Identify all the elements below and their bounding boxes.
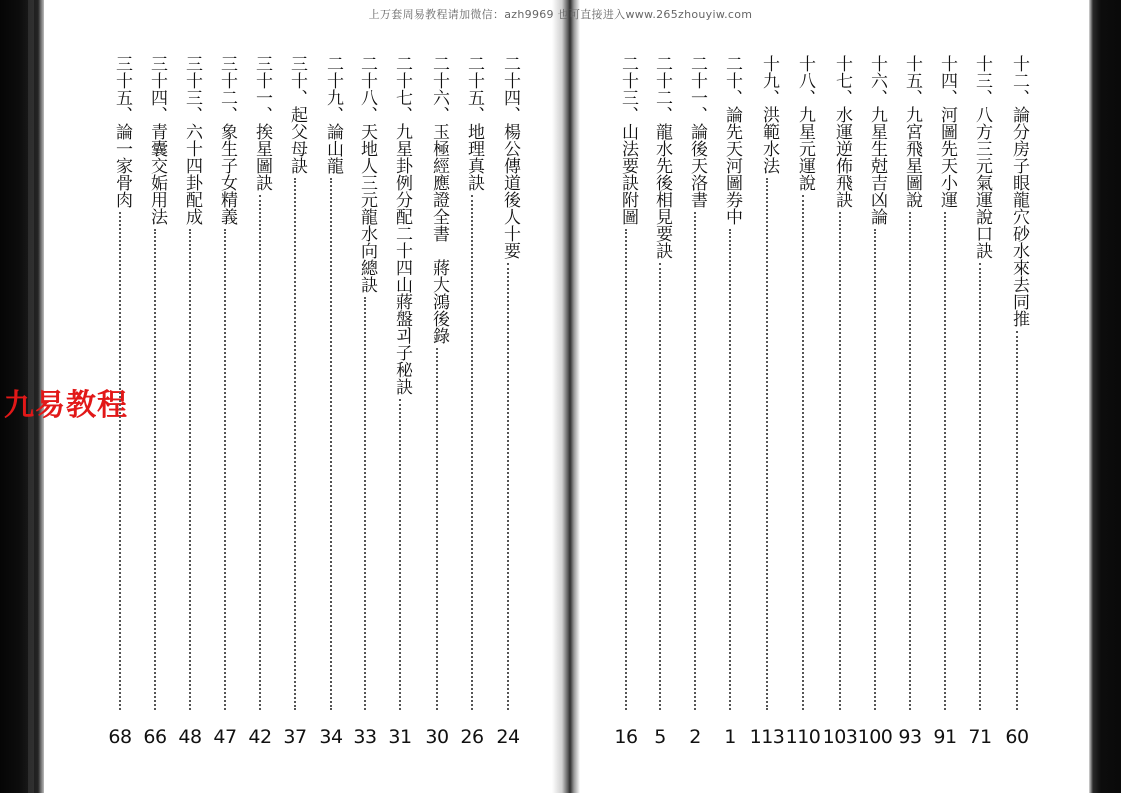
toc-entry-title: 二十七、九星卦例分配二十四山蔣盤괴子秘訣 <box>392 55 412 395</box>
dotted-leader <box>259 195 261 710</box>
toc-page-number: 31 <box>388 726 412 748</box>
toc-page-number: 1 <box>724 726 736 748</box>
toc-page-number: 113 <box>749 726 785 748</box>
dotted-leader <box>909 212 911 710</box>
toc-entry-title: 三十一、挨星圖訣 <box>252 55 272 191</box>
toc-page-number: 33 <box>353 726 377 748</box>
toc-page-number: 60 <box>1005 726 1029 748</box>
dotted-leader <box>119 212 121 710</box>
book-gutter <box>552 0 580 793</box>
toc-entry-title: 二十二、龍水先後相見要訣 <box>652 55 672 259</box>
dotted-leader <box>659 263 661 710</box>
toc-entry-title: 二十八、天地人三元龍水向總訣 <box>357 55 377 293</box>
dotted-leader <box>224 229 226 710</box>
toc-entry-23 <box>614 55 638 225</box>
dotted-leader <box>189 229 191 710</box>
toc-entry-12 <box>1005 55 1029 327</box>
toc-entry-17 <box>828 55 852 208</box>
toc-page-number: 110 <box>785 726 821 748</box>
toc-page-number: 100 <box>857 726 893 748</box>
toc-page-number: 34 <box>319 726 343 748</box>
toc-entry-22 <box>648 55 672 259</box>
toc-entry-title: 三十三、六十四卦配成 <box>182 55 202 225</box>
dotted-leader <box>694 212 696 710</box>
toc-entry-title: 十四、河圖先天小運 <box>937 55 957 208</box>
toc-entry-24 <box>496 55 520 259</box>
toc-entry-13 <box>968 55 992 259</box>
toc-entry-26 <box>425 55 449 344</box>
toc-page-number: 2 <box>689 726 701 748</box>
toc-page-number: 47 <box>213 726 237 748</box>
toc-page-number: 103 <box>822 726 858 748</box>
dotted-leader <box>330 178 332 710</box>
toc-entry-15 <box>898 55 922 208</box>
toc-page-number: 37 <box>283 726 307 748</box>
toc-entry-16 <box>863 55 887 225</box>
toc-page-number: 16 <box>614 726 638 748</box>
dotted-leader <box>874 229 876 710</box>
toc-entry-title: 十五、九宮飛星圖說 <box>902 55 922 208</box>
watermark-logo: 九易教程 <box>4 388 128 423</box>
toc-page-number: 93 <box>898 726 922 748</box>
toc-page-number: 24 <box>496 726 520 748</box>
toc-entry-28 <box>353 55 377 293</box>
toc-page-number: 91 <box>933 726 957 748</box>
toc-page-number: 66 <box>143 726 167 748</box>
toc-page-number: 26 <box>460 726 484 748</box>
toc-page-number: 5 <box>654 726 666 748</box>
toc-entry-34 <box>143 55 167 225</box>
toc-entry-title: 三十四、青囊交姤用法 <box>147 55 167 225</box>
toc-entry-title: 十九、洪範水法 <box>759 55 779 174</box>
toc-page-number: 71 <box>968 726 992 748</box>
toc-entry-25 <box>460 55 484 191</box>
toc-entry-title: 十七、水運逆佈飛訣 <box>832 55 852 208</box>
toc-entry-title: 三十、起父母訣 <box>287 55 307 174</box>
toc-entry-title: 二十五、地理真訣 <box>464 55 484 191</box>
toc-entry-21 <box>683 55 707 208</box>
dotted-leader <box>154 229 156 710</box>
toc-page-number: 48 <box>178 726 202 748</box>
dotted-leader <box>436 348 438 710</box>
dotted-leader <box>364 297 366 710</box>
toc-page-number: 42 <box>248 726 272 748</box>
toc-entry-title: 二十四、楊公傳道後人十要 <box>500 55 520 259</box>
dotted-leader <box>729 229 731 710</box>
toc-entry-title: 二十六、玉極經應證全書 蔣大鴻後錄 <box>429 55 449 344</box>
dotted-leader <box>802 195 804 710</box>
dotted-leader <box>294 178 296 710</box>
toc-entry-title: 二十一、論後天洛書 <box>687 55 707 208</box>
dotted-leader <box>766 178 768 710</box>
toc-entry-title: 二十、論先天河圖券中 <box>722 55 742 225</box>
toc-entry-title: 二十九、論山龍 <box>323 55 343 174</box>
promo-banner: 上万套周易教程请加微信：azh9969 也可直接进入www.265zhouyiw.com <box>368 8 753 21</box>
toc-entry-29 <box>319 55 343 174</box>
toc-entry-title: 三十二、象生子女精義 <box>217 55 237 225</box>
toc-entry-31 <box>248 55 272 191</box>
book-edge-right <box>1089 0 1121 793</box>
toc-entry-19 <box>755 55 779 174</box>
toc-entry-title: 十八、九星元運說 <box>795 55 815 191</box>
dotted-leader <box>399 399 401 710</box>
toc-entry-title: 十三、八方三元氣運說口訣 <box>972 55 992 259</box>
toc-entry-20 <box>718 55 742 225</box>
dotted-leader <box>839 212 841 710</box>
dotted-leader <box>944 212 946 710</box>
toc-entry-18 <box>791 55 815 191</box>
toc-entry-27 <box>388 55 412 395</box>
toc-entry-title: 三十五、論一家骨肉 <box>112 55 132 208</box>
toc-entry-14 <box>933 55 957 208</box>
toc-entry-title: 十二、論分房子眼龍穴砂水來去同推 <box>1009 55 1029 327</box>
toc-entry-title: 二十三、山法要訣附圖 <box>618 55 638 225</box>
dotted-leader <box>1016 331 1018 710</box>
toc-entry-33 <box>178 55 202 225</box>
dotted-leader <box>471 195 473 710</box>
toc-entry-title: 十六、九星生尅吉凶論 <box>867 55 887 225</box>
dotted-leader <box>979 263 981 710</box>
toc-entry-30 <box>283 55 307 174</box>
toc-entry-35 <box>108 55 132 208</box>
toc-page-number: 30 <box>425 726 449 748</box>
dotted-leader <box>507 263 509 710</box>
toc-page-number: 68 <box>108 726 132 748</box>
toc-entry-32 <box>213 55 237 225</box>
dotted-leader <box>625 229 627 710</box>
